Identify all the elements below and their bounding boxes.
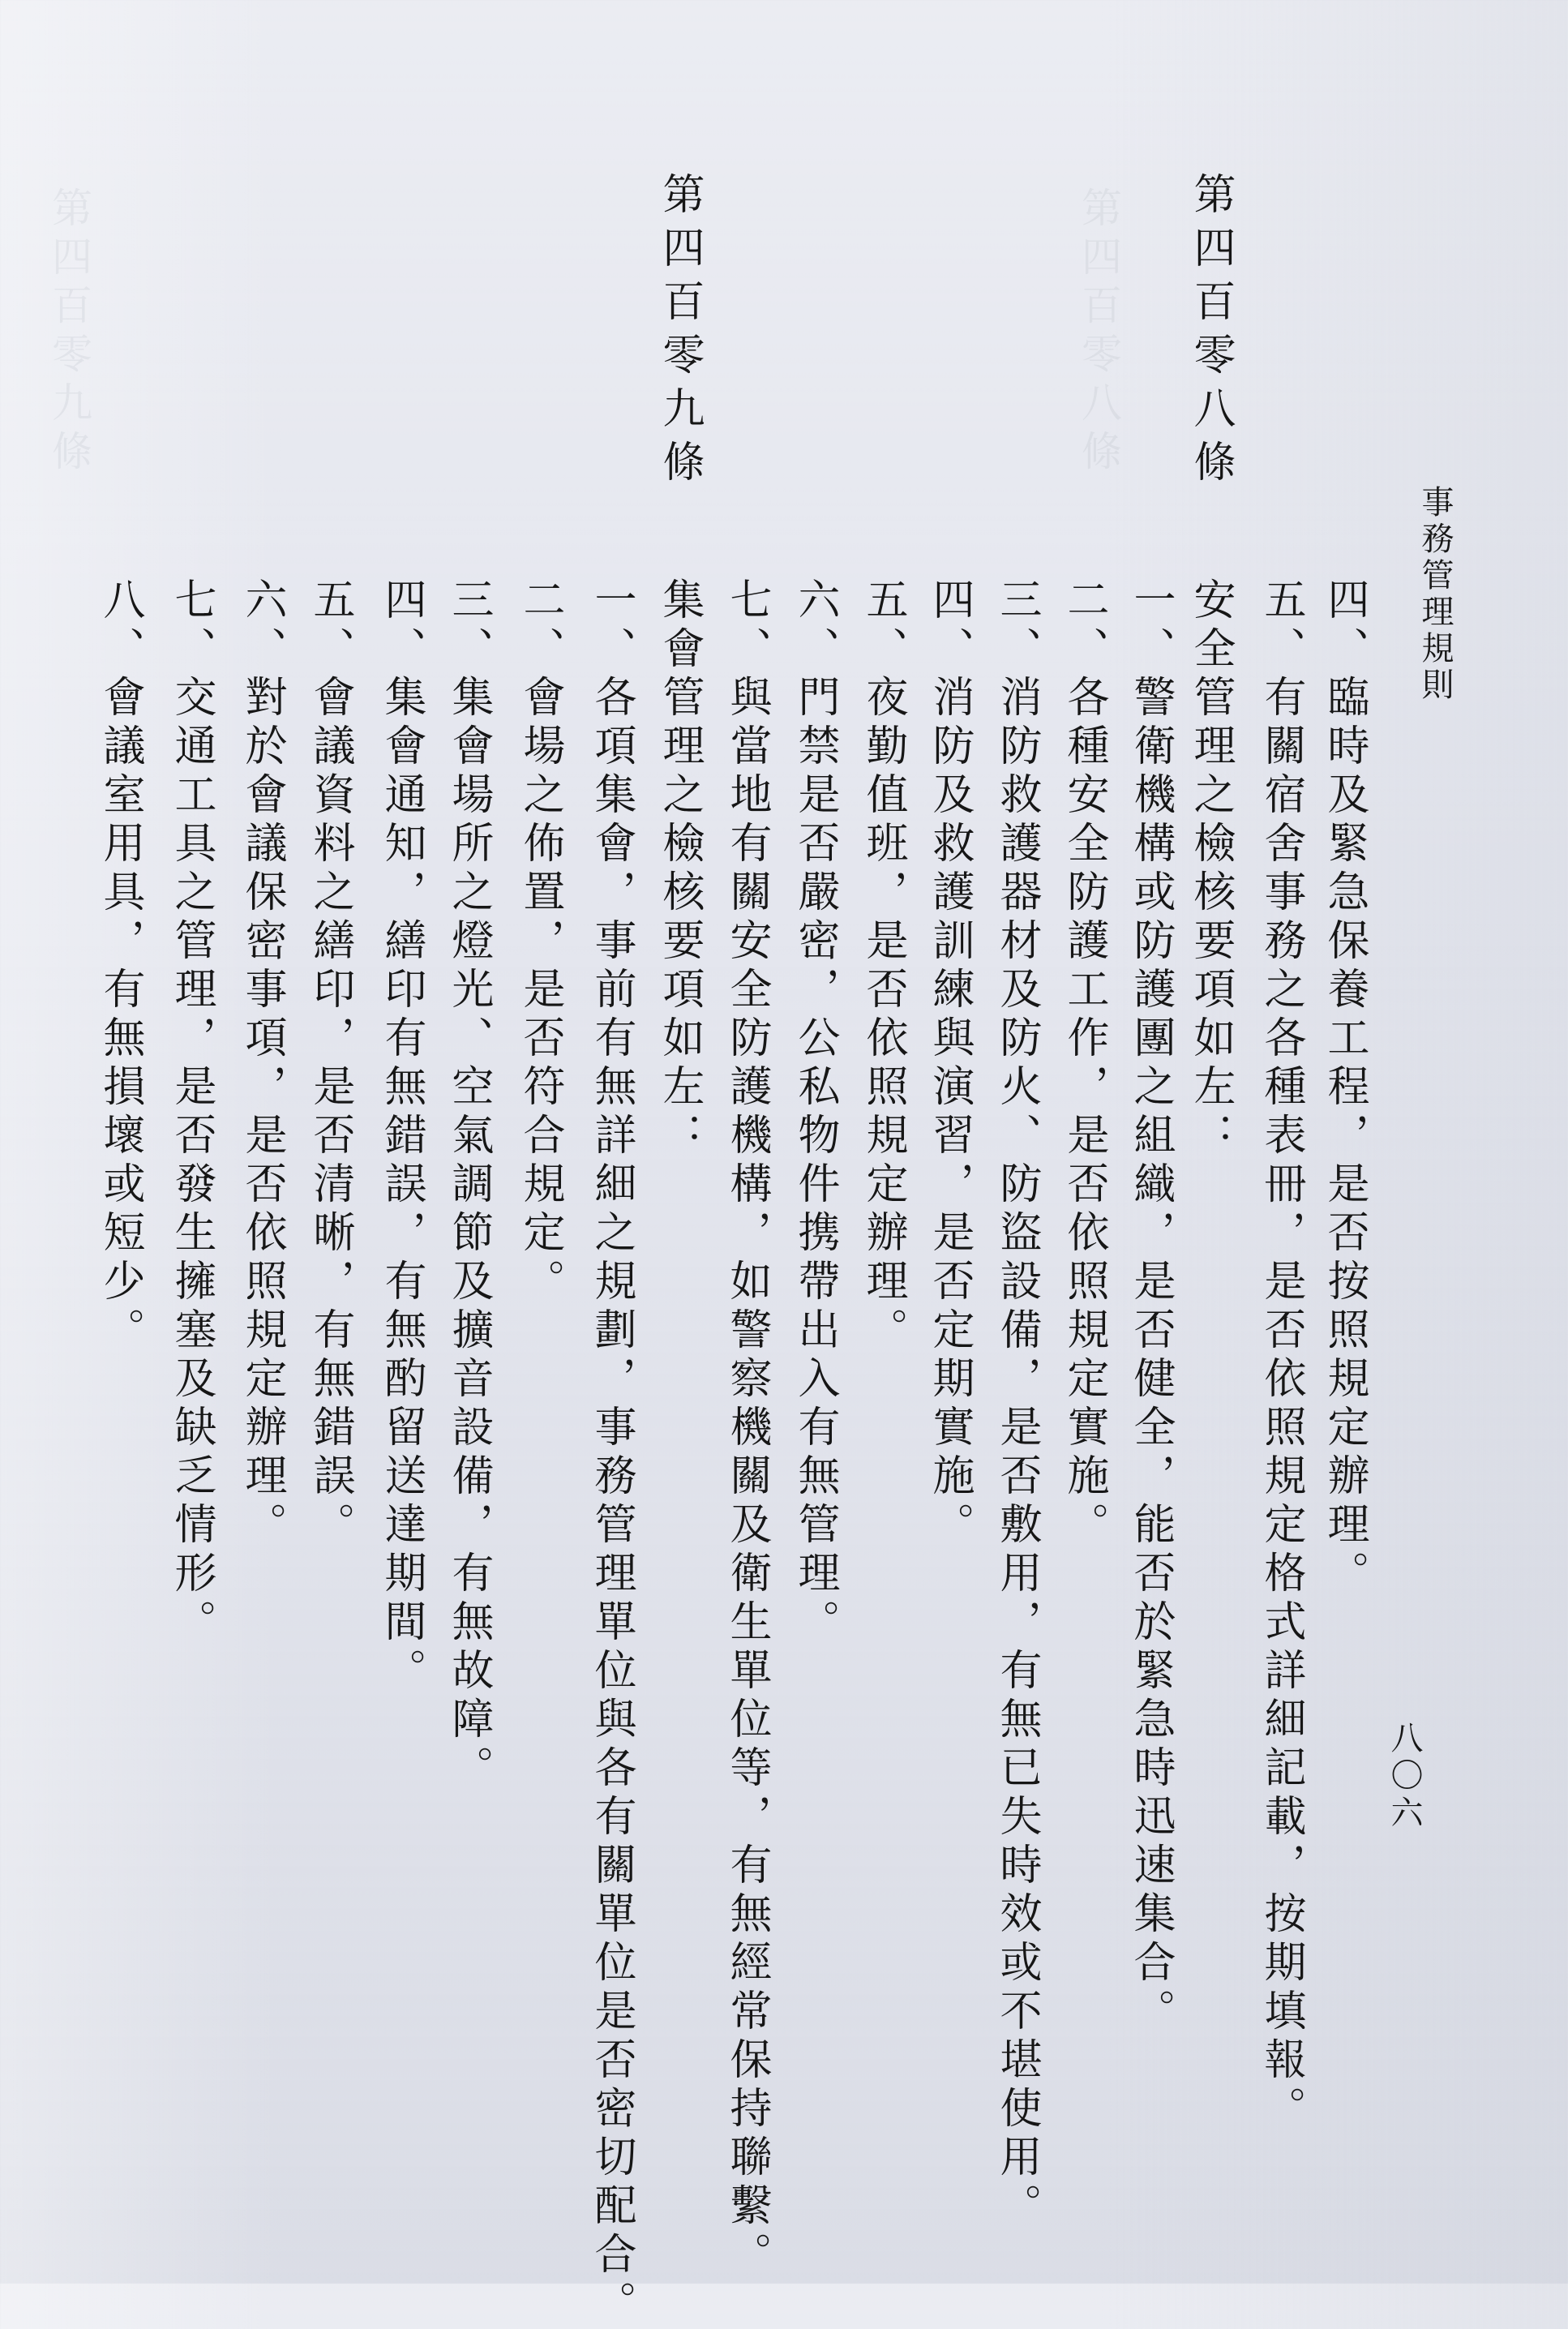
article-heading: 第四百零九條 [655, 172, 704, 493]
list-item: 五、會議資料之繕印，是否清晰，有無錯誤。 [306, 577, 354, 1551]
list-item: 一、警衛機構或防護團之組織，是否健全，能否於緊急時迅速集合。 [1126, 577, 1175, 2037]
running-head: 事務管理規則 [1416, 485, 1454, 704]
bleed-through-text: 第四百零九條 [45, 187, 92, 478]
page-number: 八〇六 [1386, 1721, 1423, 1833]
list-item: 六、門禁是否嚴密，公私物件携帶出入有無管理。 [790, 577, 839, 1648]
list-item: 五、夜勤值班，是否依照規定辦理。 [859, 577, 907, 1356]
list-item: 二、會場之佈置，是否符合規定。 [516, 577, 564, 1307]
bleed-through-text: 第四百零八條 [1075, 187, 1122, 478]
list-item: 二、各種安全防護工作，是否依照規定實施。 [1060, 577, 1108, 1551]
list-item: 七、交通工具之管理，是否發生擁塞及缺乏情形。 [167, 577, 216, 1648]
list-item: 八、會議室用具，有無損壞或短少。 [96, 577, 144, 1356]
list-item: 四、消防及救護訓練與演習，是否定期實施。 [925, 577, 974, 1551]
list-item: 一、各項集會，事前有無詳細之規劃，事務管理單位與各有關單位是否密切配合。 [587, 577, 636, 2329]
text-line-preceding-item-5: 五、有關宿舍事務之各種表冊，是否依照規定格式詳細記載，按期填報。 [1257, 577, 1305, 2134]
list-item: 七、與當地有關安全防護機構，如警察機關及衛生單位等，有無經常保持聯繫。 [722, 577, 771, 2280]
article-intro: 安全管理之檢核要項如左： [1186, 577, 1235, 1161]
text-line-preceding-item-4: 四、臨時及緊急保養工程，是否按照規定辦理。 [1320, 577, 1369, 1599]
list-item: 四、集會通知，繕印有無錯誤，有無酌留送達期間。 [377, 577, 426, 1696]
list-item: 六、對於會議保密事項，是否依照規定辦理。 [238, 577, 286, 1551]
article-intro: 集會管理之檢核要項如左： [655, 577, 704, 1161]
list-item: 三、消防救護器材及防火、防盜設備，是否敷用，有無已失時效或不堪使用。 [992, 577, 1041, 2232]
list-item: 三、集會場所之燈光、空氣調節及擴音設備，有無故障。 [444, 577, 493, 1794]
article-heading: 第四百零八條 [1186, 172, 1235, 493]
